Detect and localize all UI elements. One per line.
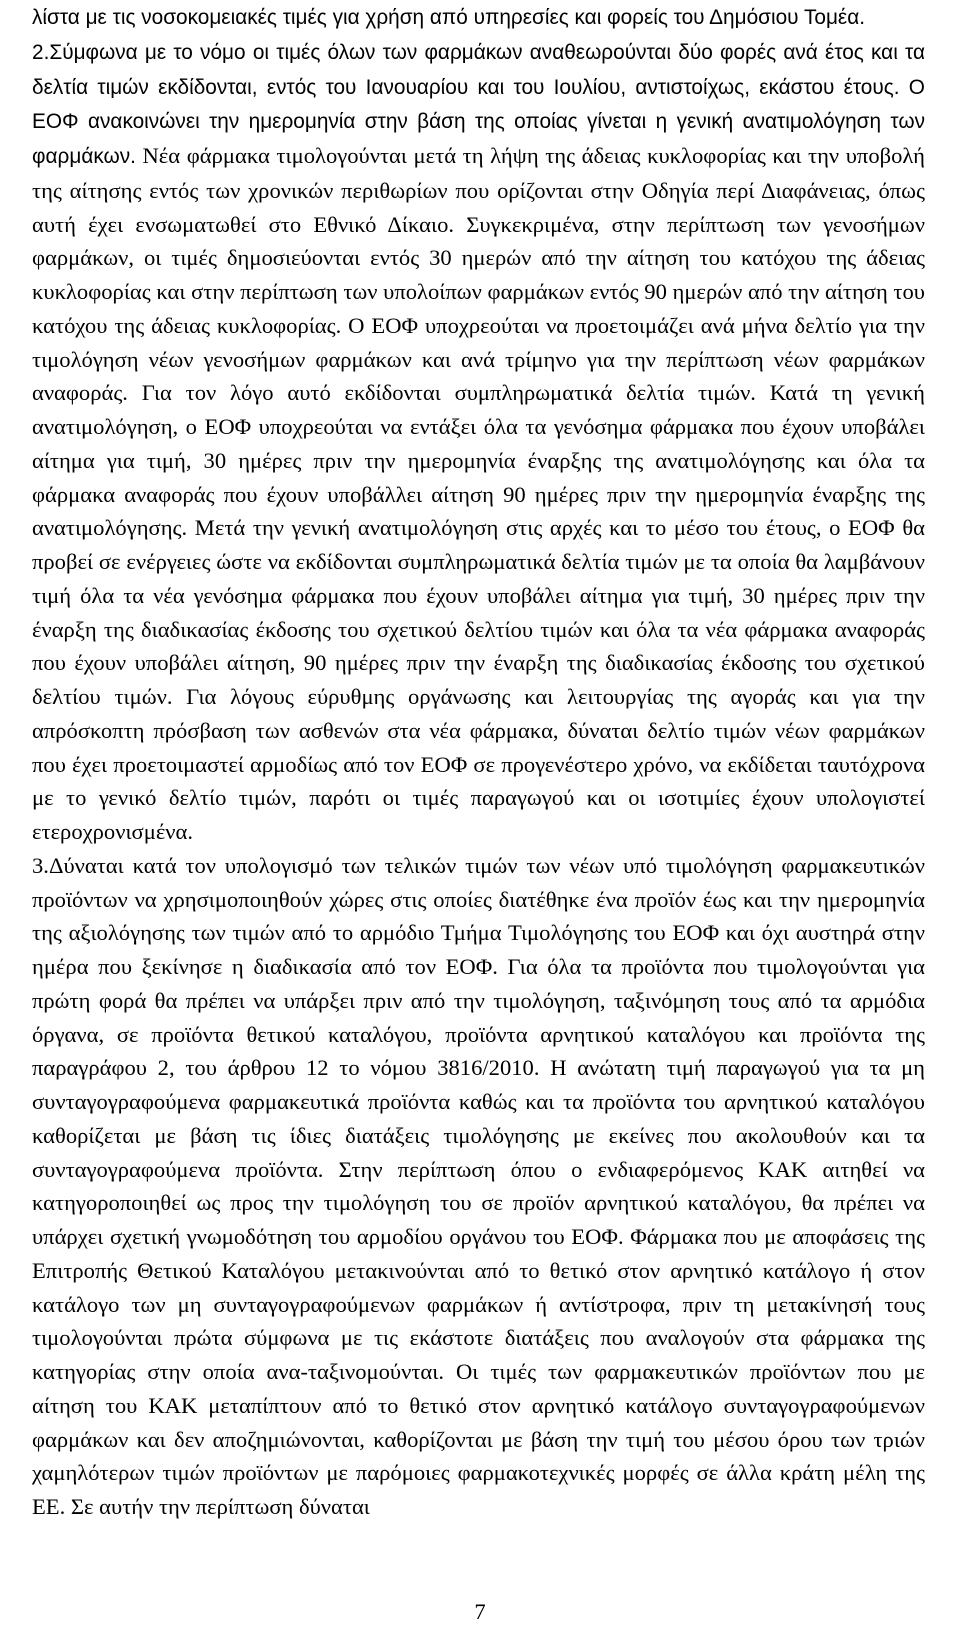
- paragraph-1-continuation: [32, 0, 925, 35]
- paragraph-2: [32, 35, 925, 849]
- paragraph-3: [32, 849, 925, 1524]
- paragraph-1-text: λίστα με τις νοσοκομειακές τιμές για χρήση από υπηρεσίες και φορείς του Δημόσιου Τομέα.: [32, 6, 866, 29]
- paragraph-3-text: 3.Δύναται κατά τον υπολογισμό των τελικών τιμών των νέων υπό τιμολόγηση φαρμακευτικών προϊόντων να χρησιμοποιηθούν χώρες στις οποίες διατέθηκε ένα προϊόν έως και την ημερομηνία της αξιολόγησης των τιμών από το αρμόδιο Τμήμα Τιμολόγησης του ΕΟΦ και όχι αυστηρά στην ημέρα που ξεκίνησε η διαδικασία από τον ΕΟΦ. Για όλα τα προϊόντα που τιμολογούνται για πρώτη φορά θα πρέπει να υπάρξει πριν από την τιμολόγηση, ταξινόμηση τους από τα αρμόδια όργανα, σε προϊόντα θετικού καταλόγου, προϊόντα αρνητικού καταλόγου και προϊόντα της παραγράφου 2, του άρθρου 12 το νόμου 3816/2010. Η ανώτατη τιμή παραγωγού για τα μη συνταγογραφούμενα φαρμακευτικά προϊόντα καθώς και τα προϊόντα του αρνητικού καταλόγου καθορίζεται με βάση τις ίδιες διατάξεις τιμολόγησης με εκείνες που ακολουθούν και τα συνταγογραφούμενα προϊόντα. Στην περίπτωση όπου ο ενδιαφερόμενος ΚΑΚ αιτηθεί να κατηγοροποιηθεί ως προς την τιμολόγηση του σε προϊόν αρνητικού καταλόγου, θα πρέπει να υπάρχει σχετική γνωμοδότηση του αρμοδίου οργάνου του ΕΟΦ. Φάρμακα που με αποφάσεις της Επιτροπής Θετικού Καταλόγου μετακινούνται από το θετικό στον αρνητικό κατάλογο ή στον κατάλογο των μη συνταγογραφούμενων φαρμάκων ή αντίστροφα, πριν τη μετακίνησή τους τιμολογούνται πρώτα σύμφωνα με τις εκάστοτε διατάξεις που αναλογούν στα φάρμακα της κατηγορίας στην οποία ανα-ταξινομούνται. Οι τιμές των φαρμακευτικών προϊόντων που με αίτηση του ΚΑΚ μεταπίπτουν από το θετικό στον αρνητικό κατάλογο συνταγογραφούμενων φαρμάκων και δεν αποζημιώνονται, καθορίζονται με βάση την τιμή του μέσου όρου των τριών χαμηλότερων τιμών προϊόντων με παρόμοιες φαρμακοτεχνικές μορφές σε άλλα κράτη μέλη της ΕΕ. Σε αυτήν την περίπτωση δύναται: [32, 852, 925, 1519]
- page-number: 7: [474, 1599, 486, 1624]
- document-body: [32, 0, 925, 1524]
- paragraph-2-sans-text: 2.Σύμφωνα με το νόμο οι τιμές όλων των φαρμάκων αναθεωρούνται δύο φορές ανά έτος και τα δελτία τιμών εκδίδονται, εντός του Ιανουαρίου και του Ιουλίου, αντιστοίχως, εκάστου έτους. Ο ΕΟΦ ανακοινώνει την ημερομηνία στην βάση της οποίας γίνεται η γενική ανατιμολόγηση των φαρμάκων.: [32, 40, 925, 168]
- paragraph-2-serif-text: Νέα φάρμακα τιμολογούνται μετά τη λήψη της άδειας κυκλοφορίας και την υποβολή της αίτησης εντός των χρονικών περιθωρίων που ορίζονται στην Οδηγία περί Διαφάνειας, όπως αυτή έχει ενσωματωθεί στο Εθνικό Δίκαιο. Συγκεκριμένα, στην περίπτωση των γενοσήμων φαρμάκων, οι τιμές δημοσιεύονται εντός 30 ημερών από την αίτηση του κατόχου της άδειας κυκλοφορίας και στην περίπτωση των υπολοίπων φαρμάκων εντός 90 ημερών από την αίτηση του κατόχου της άδειας κυκλοφορίας. Ο ΕΟΦ υποχρεούται να προετοιμάζει ανά μήνα δελτίο για την τιμολόγηση νέων γενοσήμων φαρμάκων και ανά τρίμηνο για την περίπτωση νέων φαρμάκων αναφοράς. Για τον λόγο αυτό εκδίδονται συμπληρωματικά δελτία τιμών. Κατά τη γενική ανατιμολόγηση, ο ΕΟΦ υποχρεούται να εντάξει όλα τα γενόσημα φάρμακα που έχουν υποβάλει αίτημα για τιμή, 30 ημέρες πριν την ημερομηνία έναρξης της ανατιμολόγησης και όλα τα φάρμακα αναφοράς που έχουν υποβάλλει αίτηση 90 ημέρες πριν την ημερομηνία έναρξης της ανατιμολόγησης. Μετά την γενική ανατιμολόγηση στις αρχές και το μέσο του έτους, ο ΕΟΦ θα προβεί σε ενέργειες ώστε να εκδίδονται συμπληρωματικά δελτία τιμών με τα οποία θα λαμβάνουν τιμή όλα τα νέα γενόσημα φάρμακα που έχουν υποβάλει αίτημα για τιμή, 30 ημέρες πριν την έναρξη της διαδικασίας έκδοσης του σχετικού δελτίου τιμών και όλα τα νέα φάρμακα αναφοράς που έχουν υποβάλει αίτηση, 90 ημέρες πριν την έναρξη της διαδικασίας έκδοσης του σχετικού δελτίου τιμών. Για λόγους εύρυθμης οργάνωσης και λειτουργίας της αγοράς και για την απρόσκοπτη πρόσβαση των ασθενών στα νέα φάρμακα, δύναται δελτίο τιμών νέων φαρμάκων που έχει προετοιμαστεί αρμοδίως από τον ΕΟΦ σε προγενέστερο χρόνο, να εκδίδεται ταυτόχρονα με το γενικό δελτίο τιμών, παρότι οι τιμές παραγωγού και οι ισοτιμίες έχουν υπολογιστεί ετεροχρονισμένα.: [32, 143, 925, 844]
